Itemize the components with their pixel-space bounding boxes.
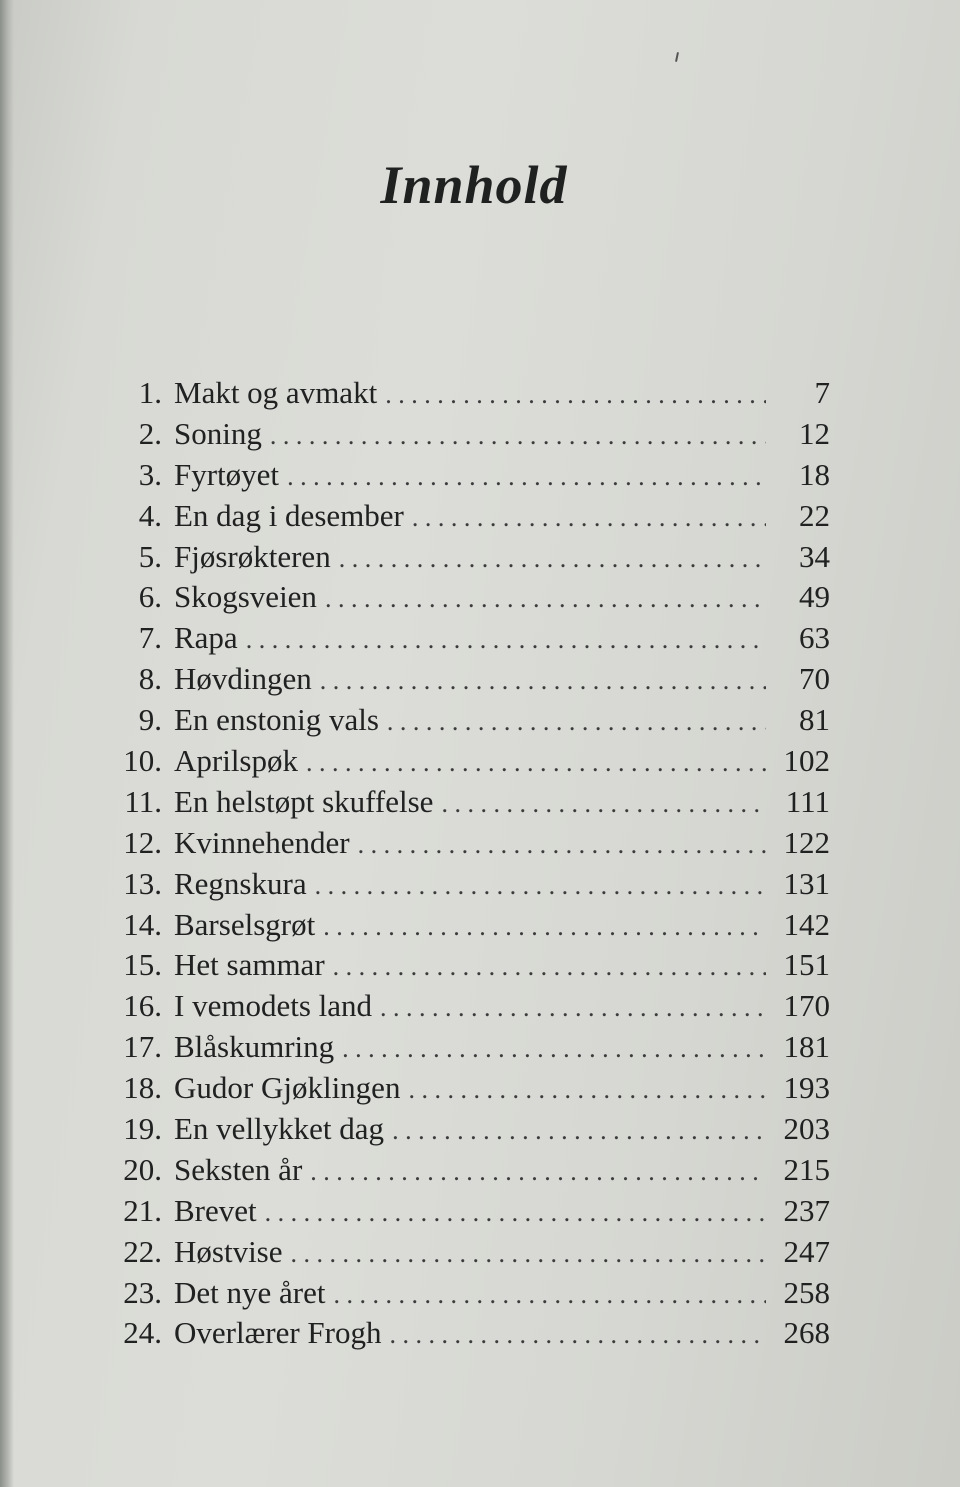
- toc-entry-title: En dag i desember: [174, 497, 404, 533]
- toc-entry[interactable]: [100, 539, 830, 580]
- toc-entry-title: Høstvise: [174, 1233, 283, 1269]
- toc-entry-page: 258: [783, 1274, 830, 1310]
- toc-entry[interactable]: [100, 661, 830, 702]
- toc-entry-page: 22: [799, 497, 830, 533]
- toc-entry[interactable]: [100, 375, 830, 416]
- toc-entry[interactable]: [100, 457, 830, 498]
- toc-entry-page: 102: [783, 743, 830, 779]
- ink-speck: [675, 52, 679, 62]
- toc-entry[interactable]: [100, 498, 830, 539]
- dot-leader: [306, 748, 766, 778]
- dot-leader: [325, 584, 766, 614]
- toc-entry-title: Het sammar: [174, 947, 325, 983]
- toc-entry-title: Gudor Gjøklingen: [174, 1070, 401, 1106]
- dot-leader: [441, 789, 766, 819]
- toc-entry-number: 1.: [138, 375, 162, 410]
- toc-entry-page: 70: [799, 661, 830, 697]
- dot-leader: [389, 1320, 766, 1350]
- toc-entry-title: Det nye året: [174, 1274, 326, 1310]
- toc-entry-page: 111: [785, 783, 830, 819]
- toc-entry-number: 19.: [123, 1111, 162, 1147]
- toc-entry[interactable]: [100, 579, 830, 620]
- toc-entry[interactable]: [100, 866, 830, 907]
- toc-entry-number: 13.: [123, 865, 162, 901]
- toc-entry-title: I vemodets land: [174, 988, 373, 1024]
- dot-leader: [265, 1198, 766, 1228]
- toc-entry-title: Høvdingen: [174, 661, 312, 697]
- toc-entry-page: 18: [799, 456, 830, 492]
- toc-entry-number: 23.: [123, 1274, 162, 1310]
- toc-entry-title: Rapa: [174, 620, 238, 656]
- toc-entry-number: 24.: [123, 1315, 162, 1351]
- toc-entry-title: Fjøsrøkteren: [174, 538, 331, 574]
- toc-entry-page: 81: [799, 702, 830, 738]
- toc-entry-number: 14.: [123, 906, 162, 942]
- toc-entry-page: 181: [783, 1029, 830, 1065]
- toc-entry-title: Fyrtøyet: [174, 456, 280, 492]
- toc-entry[interactable]: [100, 1275, 830, 1316]
- toc-entry-number: 2.: [138, 415, 162, 451]
- toc-entry[interactable]: [100, 907, 830, 948]
- toc-entry-page: 215: [783, 1151, 830, 1187]
- toc-entry-page: 7: [814, 375, 830, 410]
- toc-entry[interactable]: [100, 1315, 830, 1356]
- toc-entry-number: 22.: [123, 1233, 162, 1269]
- dot-leader: [333, 1280, 766, 1310]
- toc-entry-page: 268: [783, 1315, 830, 1351]
- toc-entry-number: 17.: [123, 1029, 162, 1065]
- toc-entry-title: En helstøpt skuffelse: [174, 783, 434, 819]
- dot-leader: [339, 544, 766, 574]
- toc-entry-number: 21.: [123, 1192, 162, 1228]
- toc-entry-page: 12: [799, 415, 830, 451]
- page-edge-shadow: [0, 0, 14, 1487]
- toc-entry-number: 18.: [123, 1070, 162, 1106]
- dot-leader: [320, 666, 766, 696]
- dot-leader: [310, 1157, 766, 1187]
- toc-entry[interactable]: [100, 620, 830, 661]
- toc-entry-number: 4.: [138, 497, 162, 533]
- toc-entry[interactable]: [100, 947, 830, 988]
- toc-entry-title: Overlærer Frogh: [174, 1315, 382, 1351]
- toc-entry[interactable]: [100, 1193, 830, 1234]
- toc-entry-title: Seksten år: [174, 1151, 303, 1187]
- toc-entry-title: Brevet: [174, 1192, 257, 1228]
- toc-entry-title: En enstonig vals: [174, 702, 379, 738]
- toc-entry[interactable]: [100, 988, 830, 1029]
- toc-entry[interactable]: [100, 825, 830, 866]
- toc-entry[interactable]: [100, 743, 830, 784]
- toc-entry-title: Barselsgrøt: [174, 906, 316, 942]
- dot-leader: [380, 993, 766, 1023]
- toc-entry-number: 3.: [138, 456, 162, 492]
- toc-entry-number: 16.: [123, 988, 162, 1024]
- dot-leader: [291, 1239, 767, 1269]
- toc-entry-number: 8.: [138, 661, 162, 697]
- toc-entry-number: 12.: [123, 824, 162, 860]
- toc-entry-page: 193: [783, 1070, 830, 1106]
- dot-leader: [287, 462, 766, 492]
- toc-entry[interactable]: [100, 1111, 830, 1152]
- toc-entry-page: 142: [783, 906, 830, 942]
- toc-entry-number: 20.: [123, 1151, 162, 1187]
- dot-leader: [392, 1116, 766, 1146]
- toc-entry-title: Regnskura: [174, 865, 307, 901]
- toc-entry[interactable]: [100, 1070, 830, 1111]
- toc-entry-page: 247: [783, 1233, 830, 1269]
- toc-entry-page: 203: [783, 1111, 830, 1147]
- toc-entry[interactable]: [100, 702, 830, 743]
- toc-entry-number: 10.: [123, 743, 162, 779]
- toc-entry-page: 34: [799, 538, 830, 574]
- toc-entry[interactable]: [100, 416, 830, 457]
- toc-entry-page: 63: [799, 620, 830, 656]
- dot-leader: [408, 1075, 766, 1105]
- toc-entry-number: 6.: [138, 579, 162, 615]
- toc-entry[interactable]: [100, 784, 830, 825]
- toc-entry[interactable]: [100, 1234, 830, 1275]
- dot-leader: [246, 625, 766, 655]
- toc-entry-title: Aprilspøk: [174, 743, 298, 779]
- table-of-contents: [100, 375, 830, 1356]
- dot-leader: [270, 421, 766, 451]
- toc-entry-number: 15.: [123, 947, 162, 983]
- toc-entry-number: 5.: [138, 538, 162, 574]
- toc-entry-number: 9.: [138, 702, 162, 738]
- toc-entry-number: 7.: [138, 620, 162, 656]
- dot-leader: [323, 912, 766, 942]
- toc-entry-page: 151: [783, 947, 830, 983]
- toc-entry-title: Blåskumring: [174, 1029, 335, 1065]
- dot-leader: [333, 952, 766, 982]
- toc-entry-page: 237: [783, 1192, 830, 1228]
- toc-entry-title: Kvinnehender: [174, 824, 350, 860]
- dot-leader: [387, 707, 766, 737]
- toc-entry[interactable]: [100, 1029, 830, 1070]
- toc-entry-page: 131: [783, 865, 830, 901]
- toc-entry-page: 49: [799, 579, 830, 615]
- toc-entry-title: Soning: [174, 415, 262, 451]
- toc-entry-title: En vellykket dag: [174, 1111, 385, 1147]
- toc-entry-number: 11.: [124, 783, 162, 819]
- dot-leader: [342, 1034, 766, 1064]
- toc-entry-page: 170: [783, 988, 830, 1024]
- toc-entry-title: Makt og avmakt: [174, 375, 378, 410]
- toc-entry[interactable]: [100, 1152, 830, 1193]
- page-title: Innhold: [380, 155, 568, 216]
- dot-leader: [385, 380, 766, 410]
- dot-leader: [358, 830, 766, 860]
- dot-leader: [412, 503, 766, 533]
- toc-entry-title: Skogsveien: [174, 579, 317, 615]
- dot-leader: [315, 871, 766, 901]
- toc-entry-page: 122: [783, 824, 830, 860]
